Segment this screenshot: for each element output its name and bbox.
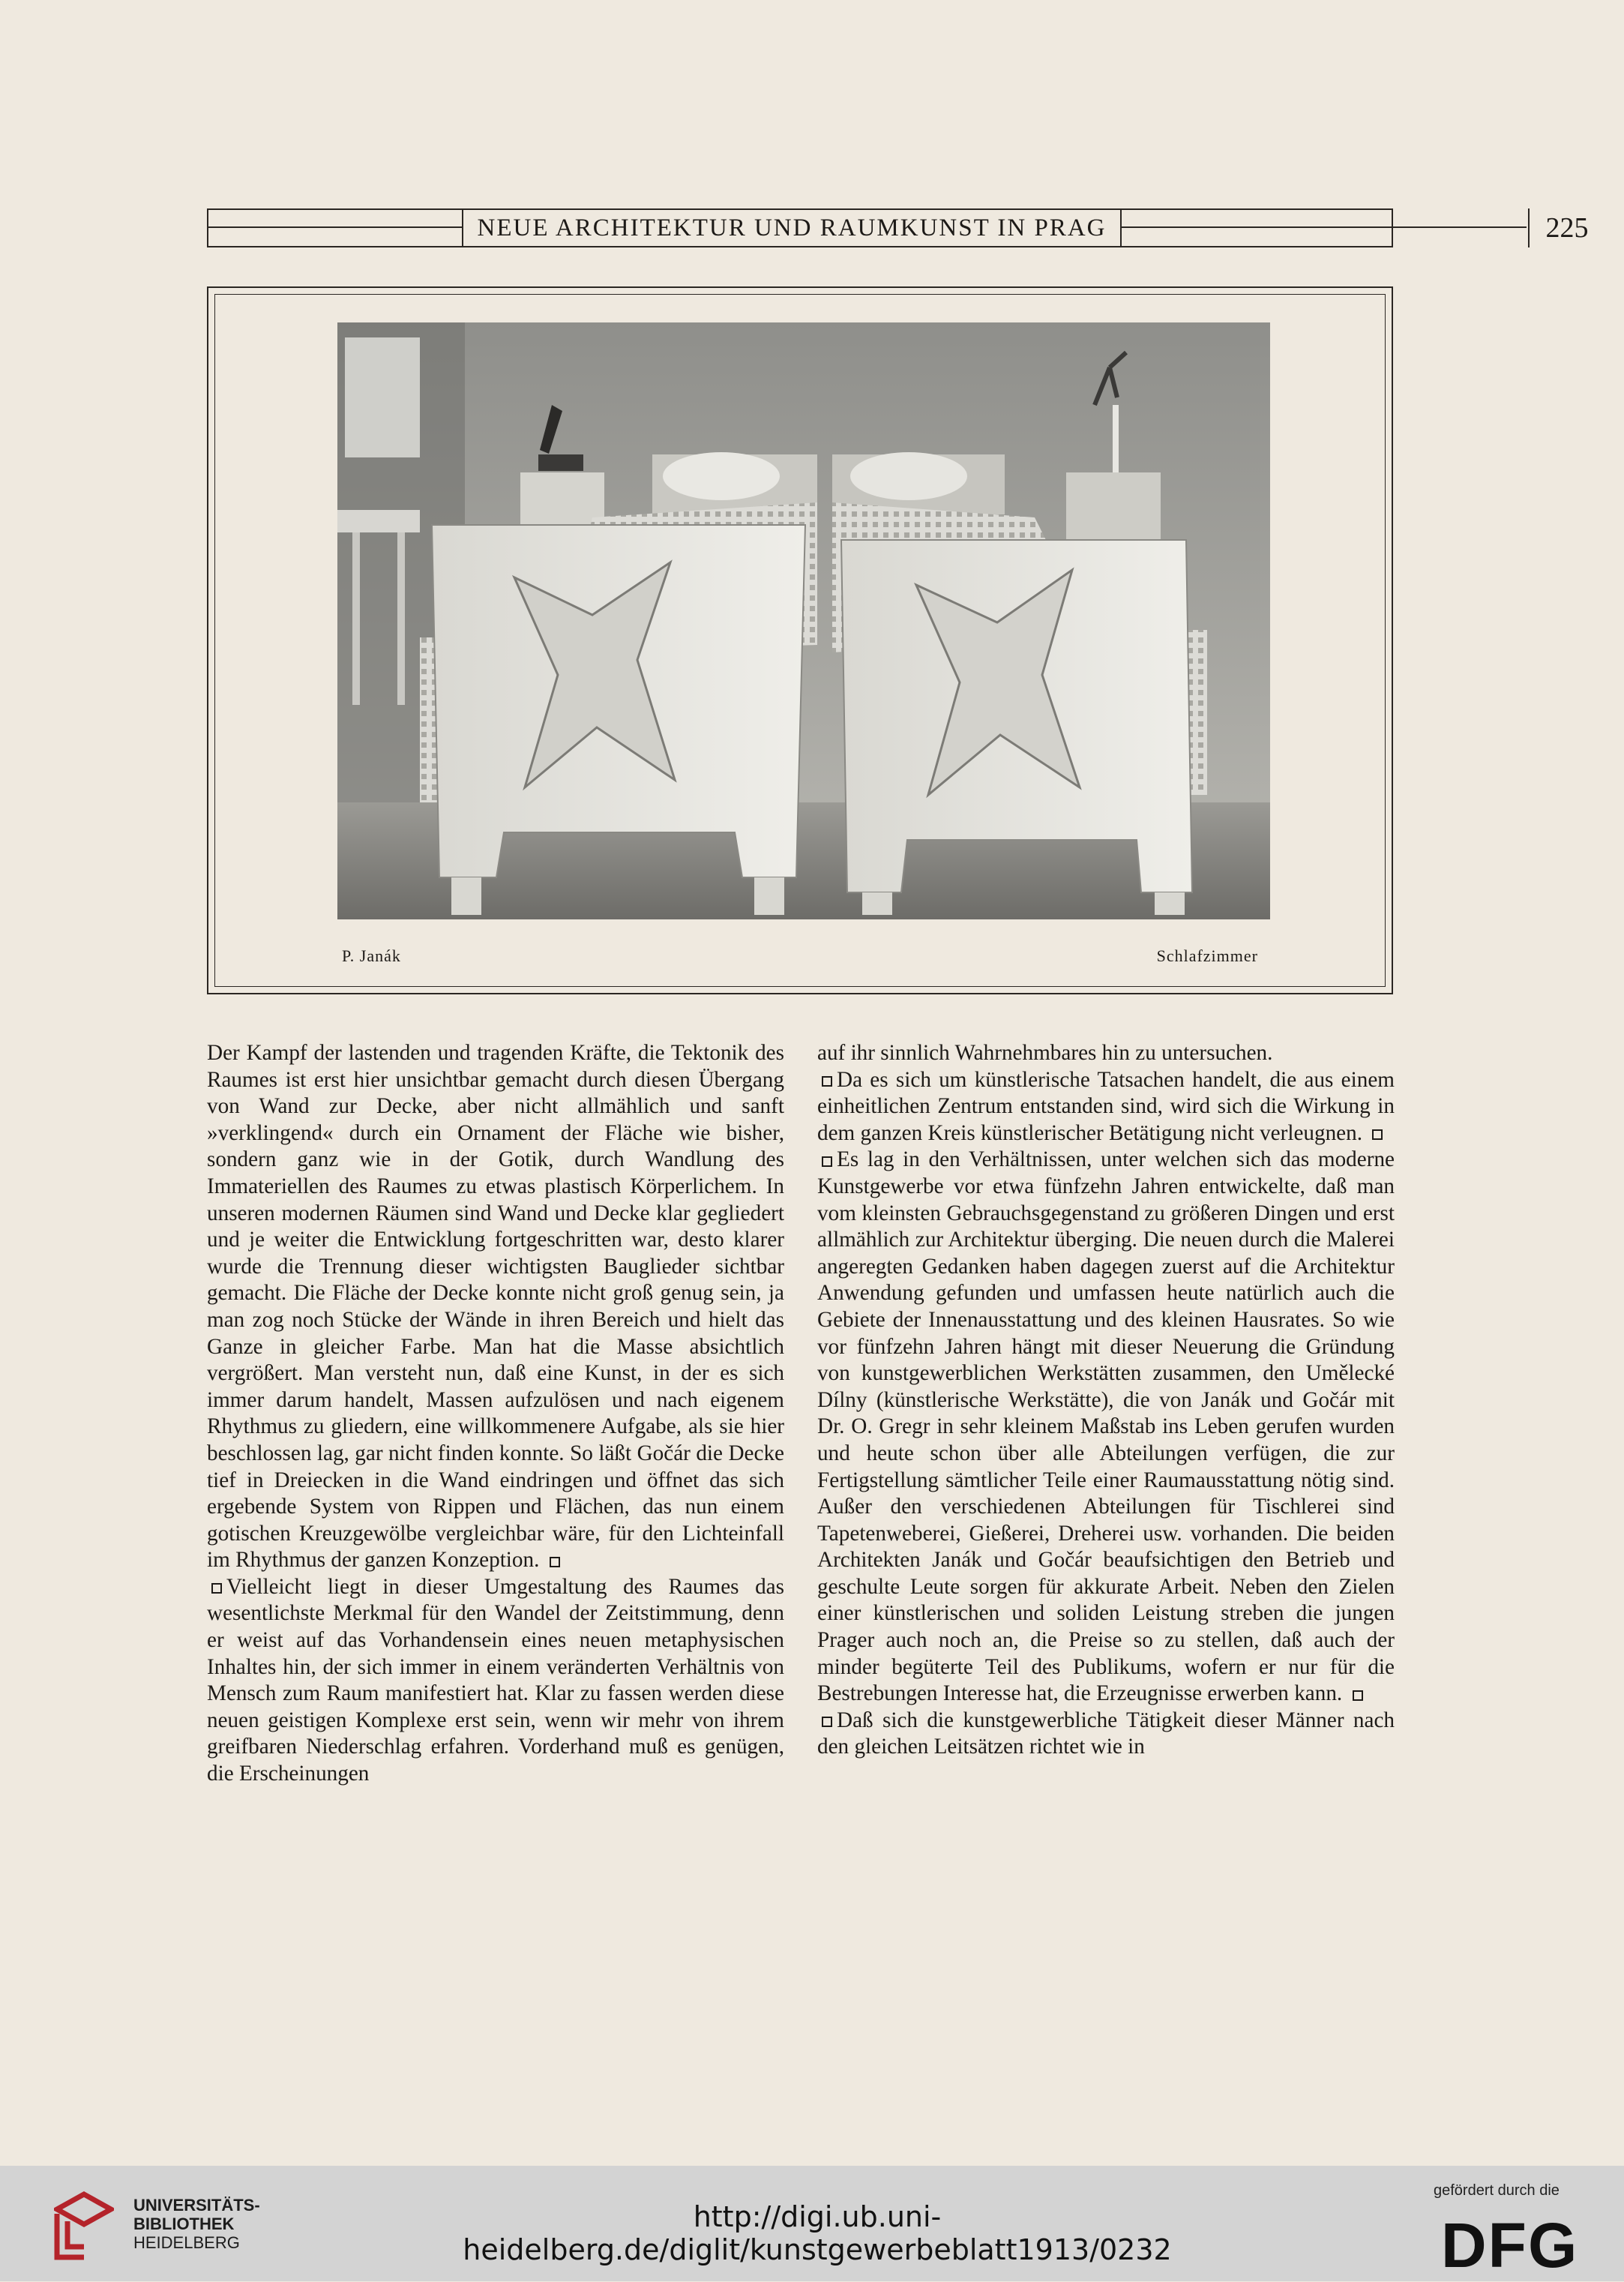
paragraph-end-square	[550, 1557, 560, 1567]
paragraph-text: Es lag in den Verhältnissen, unter welchen sich das moderne Kunstgewerbe vor etwa fünfzehn Jahren entwickelte, daß man vom kleinsten Gebrauchsgegenstand zu größeren Dingen und erst allmählich zur Architektur überging. Die neuen durch die Malerei angeregten Gedanken haben dagegen zuerst auf die Architektur Anwendung gefunden und umfassen heute natürlich auch die Gebiete der Innenausstattung und des kleinen Hausrates. So wie vor fünfzehn Jahren hängt mit dieser Neuerung die Gründung von kunstgewerblichen Werkstätten zusammen, den Umělecké Dílny (künstlerische Werkstätte), die von Janák und Gočár mit Dr. O. Gregr in sehr kleinem Maßstab ins Leben gerufen wurden und heute schon über alle Abteilungen verfügen, die zur Fertigstellung sämtlicher Teile einer Raumausstattung nötig sind. Außer den verschiedenen Abteilungen für Tischlerei sind Tapetenweberei, Gießerei, Dreherei usw. vorhanden. Die beiden Architekten Janák und Gočár beaufsichtigen den Betrieb und geschulte Leute sorgen für akkurate Arbeit. Neben den Zielen einer künstlerischen und soliden Leistung streben die jungen Prager auch noch an, die Preise so zu stellen, daß auch der minder begüterte Teil des Publikums, wofern er nur für die Bestrebungen Interesse hat, die Erzeugnisse erwerben kann.	[817, 1147, 1395, 1706]
text-column-left	[207, 1040, 784, 1788]
running-header	[207, 208, 1589, 247]
paragraph	[817, 1040, 1395, 1067]
library-name	[133, 2196, 260, 2252]
dfg-logo: DFG	[1441, 2210, 1579, 2281]
paragraph-start-square	[822, 1717, 832, 1727]
library-name-line: UNIVERSITÄTS-	[133, 2196, 260, 2215]
header-rule-right	[1122, 226, 1527, 228]
caption-room: Schlafzimmer	[1156, 946, 1258, 965]
library-name-line: BIBLIOTHEK	[133, 2215, 235, 2233]
running-title: NEUE ARCHITEKTUR UND RAUMKUNST IN PRAG	[477, 214, 1107, 241]
paragraph-text: Vielleicht liegt in dieser Umgestaltung des Raumes das wesentlichste Merkmal für den Wandel der Zeitstimmung, denn er weist auf das Vorhandensein eines neuen metaphysischen Inhaltes hin, der sich immer in einem veränderten Verhältnis von Mensch zum Raum manifestiert hat. Klar zu fassen werden diese neuen geistigen Komplexe erst sein, wenn wir mehr von ihrem greifbaren Niederschlag erfahren. Vorderhand muß es genügen, die Erscheinungen	[207, 1574, 784, 1786]
library-name-line: HEIDELBERG	[133, 2233, 240, 2252]
paragraph-text: auf ihr sinnlich Wahrnehmbares hin zu untersuchen.	[817, 1041, 1273, 1065]
permalink-url[interactable]: http://digi.ub.uni-heidelberg.de/diglit/kunstgewerbeblatt1913/0232	[463, 2200, 1172, 2266]
paragraph-text: Daß sich die kunstgewerbliche Tätigkeit dieser Männer nach den gleichen Leitsätzen richtet wie in	[817, 1708, 1395, 1759]
paragraph-end-square	[1353, 1690, 1363, 1701]
text-column-right	[817, 1040, 1395, 1761]
bedroom-photo-illustration	[337, 322, 1270, 919]
funded-by-label: gefördert durch die	[1434, 2182, 1560, 2199]
header-divider	[1120, 208, 1122, 247]
paragraph-text: Da es sich um künstlerische Tatsachen handelt, die aus einem einheitlichen Zentrum entstanden sind, wird sich die Wirkung in dem ganzen Kreis künstlerischer Betätigung nicht verleugnen.	[817, 1067, 1395, 1145]
page-number: 225	[1545, 212, 1589, 244]
paragraph-end-square	[1372, 1129, 1383, 1140]
digitization-footer	[0, 2166, 1624, 2281]
paragraph-text: Der Kampf der lastenden und tragenden Kräfte, die Tektonik des Raumes ist erst hier unsichtbar gemacht durch diesen Übergang von Wand zur Decke, aber nicht allmählich und sanft »verklingend« durch ein Ornament der Fläche wie bisher, sondern ganz wie in der Gotik, durch Wandlung des Immateriellen des Raumes zu etwas plastisch Körperlichem. In unseren modernen Räumen sind Wand und Decke klar gegliedert und je weiter die Entwicklung fortgeschritten war, desto klarer wurde die Trennung dieser wichtigsten Bauglieder sichtbar gemacht. Die Fläche der Decke konnte nicht groß genug sein, ja man zog noch Stücke der Wände in ihren Bereich und hielt das Ganze in gleicher Farbe. Man hat die Masse absichtlich vergrößert. Man versteht nun, daß eine Kunst, in der es sich immer darum handelt, Massen aufzulösen und nach eigenem Rhythmus zu gliedern, eine willkommenere Aufgabe, als sie hier beschlossen lag, gar nicht finden konnte. So läßt Gočár die Decke tief in Dreiecken in die Wand eindringen und öffnet das sich ergebende System von Rippen und Flächen, das nun einem gotischen Kreuzgewölbe vergleichbar wäre, für den Lichteinfall im Rhythmus der ganzen Konzeption.	[207, 1041, 784, 1573]
caption-architect: P. Janák	[342, 946, 401, 965]
paragraph-start-square	[822, 1156, 832, 1167]
paragraph	[817, 1067, 1395, 1147]
paragraph	[817, 1147, 1395, 1707]
figure-frame	[207, 286, 1393, 994]
library-logo-icon	[54, 2191, 114, 2260]
bedroom-photograph	[337, 322, 1270, 919]
paragraph	[207, 1040, 784, 1574]
paragraph	[817, 1708, 1395, 1761]
paragraph-start-square	[211, 1583, 222, 1594]
paragraph	[207, 1574, 784, 1788]
paragraph-start-square	[822, 1076, 832, 1087]
header-rule-left	[207, 226, 462, 228]
